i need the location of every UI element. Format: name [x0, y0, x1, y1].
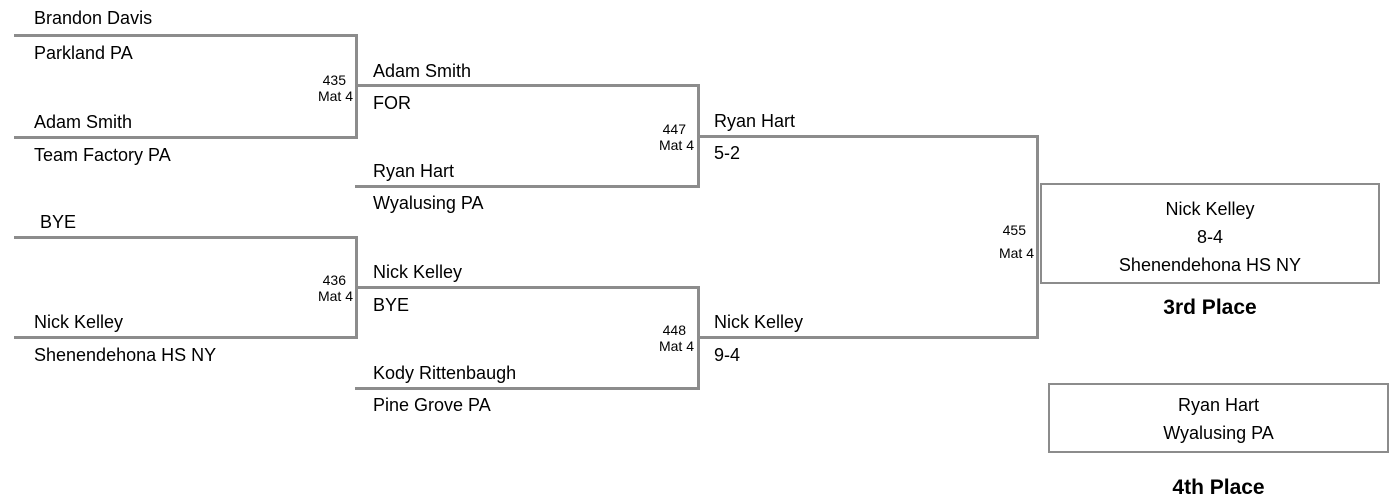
fourth-place-label: 4th Place	[1172, 476, 1265, 499]
bout-number: 436	[322, 272, 346, 288]
mat-label: Mat 4	[998, 245, 1034, 261]
r1-bottom-wrestler-name: Adam Smith	[34, 112, 133, 132]
r2-top-result: BYE	[373, 295, 410, 315]
r3-line	[697, 336, 1039, 339]
r1-line	[14, 336, 358, 339]
mat-label: Mat 4	[317, 288, 353, 304]
third-place-box	[1040, 183, 1380, 284]
r3-top-wrestler-name: Ryan Hart	[714, 111, 796, 131]
r2-line	[355, 286, 700, 289]
bracket-connector	[1036, 135, 1039, 339]
r3-bottom-wrestler-name: Nick Kelley	[714, 312, 804, 332]
mat-label: Mat 4	[658, 338, 694, 354]
bout-number: 447	[662, 121, 686, 137]
third-place-label: 3rd Place	[1163, 296, 1257, 319]
r1-bottom-wrestler-name: Nick Kelley	[34, 312, 124, 332]
r2-top-wrestler-name: Adam Smith	[373, 61, 472, 81]
r2-top-result: FOR	[373, 93, 411, 113]
r2-bottom-wrestler-team: Pine Grove PA	[373, 395, 491, 415]
bout-number: 455	[1002, 222, 1026, 238]
third-place-name: Nick Kelley	[1165, 199, 1255, 219]
r2-line	[355, 185, 700, 188]
r1-bottom-wrestler-team: Shenendehona HS NY	[34, 345, 217, 365]
r3-line	[697, 135, 1039, 138]
r1-top-wrestler-team: Parkland PA	[34, 43, 133, 63]
r2-bottom-wrestler-name: Kody Rittenbaugh	[373, 363, 517, 383]
third-place-team: Shenendehona HS NY	[1118, 255, 1302, 275]
fourth-place-team: Wyalusing PA	[1163, 423, 1274, 443]
r3-top-result: 5-2	[714, 143, 741, 163]
bout-number: 448	[662, 322, 686, 338]
mat-label: Mat 4	[658, 137, 694, 153]
r2-bottom-wrestler-team: Wyalusing PA	[373, 193, 484, 213]
fourth-place-name: Ryan Hart	[1177, 395, 1260, 415]
bout-number: 435	[322, 72, 346, 88]
r3-bottom-result: 9-4	[714, 345, 741, 365]
r2-line	[355, 387, 700, 390]
r2-line	[355, 84, 700, 87]
third-place-score: 8-4	[1196, 227, 1223, 247]
r1-bottom-wrestler-team: Team Factory PA	[34, 145, 171, 165]
r1-line	[14, 34, 358, 37]
r1-top-wrestler-name: BYE	[40, 212, 77, 232]
r1-line	[14, 136, 358, 139]
mat-label: Mat 4	[317, 88, 353, 104]
r2-top-wrestler-name: Nick Kelley	[373, 262, 463, 282]
fourth-place-box	[1048, 383, 1389, 453]
r1-line	[14, 236, 358, 239]
r2-bottom-wrestler-name: Ryan Hart	[373, 161, 455, 181]
r1-top-wrestler-name: Brandon Davis	[34, 8, 153, 28]
